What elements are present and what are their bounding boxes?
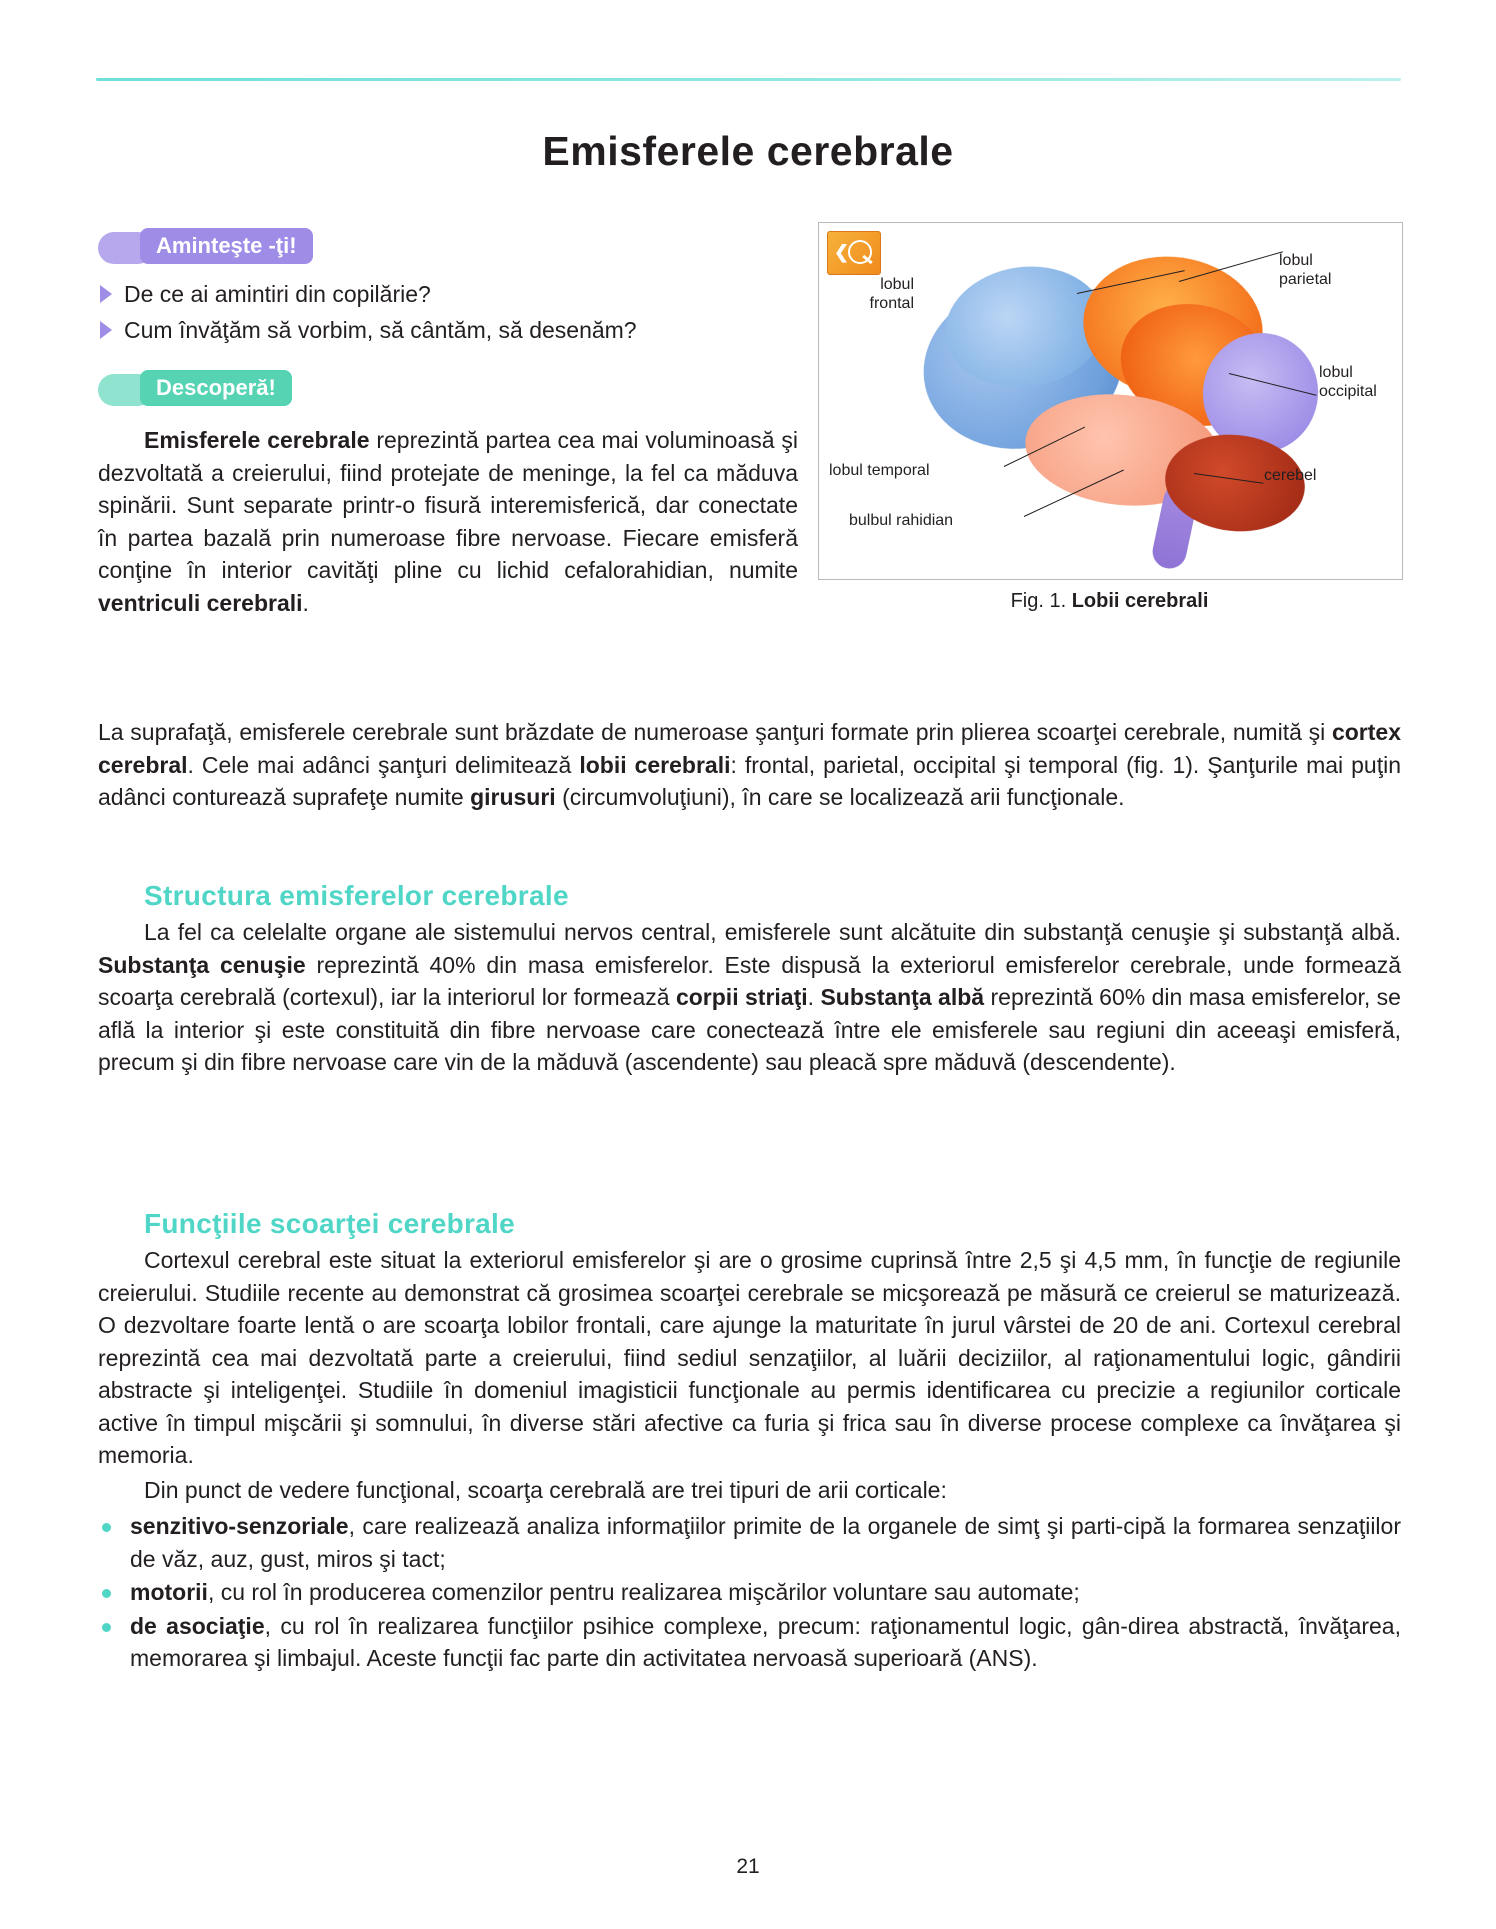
- list-item-text: , cu rol în realizarea funcţiilor psihice complexe, precum: raţionamentul logic, gân-direa abstractă, învăţarea, memorarea şi limbajul. Aceste funcţii fac parte din activitatea nervoasă superioară (ANS).: [130, 1612, 1401, 1671]
- page-title: Emisferele cerebrale: [542, 128, 954, 174]
- arrow-bullet-icon: [100, 285, 112, 303]
- list-item: [98, 1510, 1401, 1575]
- struct-b3: Substanţa albă: [820, 984, 985, 1010]
- arrow-bullet-icon: [100, 321, 112, 339]
- section-functions-heading: Funcţiile scoarţei cerebrale: [144, 1208, 516, 1239]
- discover-badge: [98, 370, 798, 412]
- left-column: [98, 228, 798, 619]
- section-structure: [98, 880, 1401, 1079]
- section-functions-paragraph-1: Cortexul cerebral este situat la exteriorul emisferelor şi are o grosime cuprinsă între 2,5 şi 4,5 mm, în funcţie de regiunile creierului. Studiile recente au demonstrat că grosimea scoarţei cerebrale se micşorează pe măsură ce creierul se maturizează. O dezvoltare foarte lentă o are scoarţa lobilor frontali, care ajunge la maturitate în jurul vârstei de 20 de ani. Cortexul cerebral reprezintă cea mai dezvoltată parte a creierului, fiind sediul senzaţiilor, al luării deciziilor, al raţionamentului logic, gândirii abstracte şi inteligenţei. Studiile în domeniul imagisticii funcţionale au permis identificarea cu precizie a regiunilor corticale active în timpul mişcării şi somnului, în diverse stări afective ca furia şi frica sau în diverse procese complexe ca învăţarea şi memoria.: [98, 1247, 1401, 1468]
- page-number: 21: [736, 1855, 760, 1878]
- intro-paragraph: [98, 424, 798, 619]
- list-item-term: motorii: [130, 1579, 208, 1605]
- remember-question-list: [98, 276, 798, 348]
- question-text: Cum învăţăm să vorbim, să cântăm, să desenăm?: [124, 317, 637, 343]
- intro-bold-2: ventriculi cerebrali: [98, 589, 303, 616]
- cortical-areas-list: [98, 1510, 1401, 1675]
- list-item-text: , care realizează analiza informaţiilor primite de la organele de simţ şi parti-cipă la formarea senzaţiilor de văz, auz, gust, miros şi tact;: [130, 1513, 1401, 1572]
- question-text: De ce ai amintiri din copilărie?: [124, 281, 431, 307]
- surface-b2: lobii cerebrali: [579, 751, 731, 778]
- list-item: [98, 1576, 1401, 1609]
- dot-bullet-icon: [102, 1589, 111, 1598]
- surface-paragraph-block: [98, 716, 1401, 814]
- figure-caption: [818, 590, 1401, 613]
- intro-text-2: .: [302, 589, 309, 616]
- list-item-term: senzitivo-senzoriale: [130, 1513, 349, 1539]
- magnifier-icon: [827, 231, 881, 275]
- list-item: [98, 312, 798, 348]
- chevron-left-icon: ❮: [834, 242, 850, 262]
- figure-label-parietal: lobul parietal: [1279, 252, 1332, 288]
- section-structure-paragraph: [98, 916, 1401, 1079]
- struct-b1: Substanţa cenuşie: [98, 951, 306, 978]
- struct-t1: La fel ca celelalte organe ale sistemului nervos central, emisferele sunt alcătuite din substanţă cenuşie şi substanţă albă.: [144, 919, 1401, 945]
- surface-b3: girusuri: [470, 784, 556, 810]
- surface-paragraph: [98, 716, 1401, 814]
- discover-label: Descoperă!: [140, 370, 292, 406]
- intro-text-1: reprezintă partea cea mai voluminoasă şi dezvoltată a creierului, fiind protejate de meninge, la fel ca măduva spinării. Sunt separate printr-o fisură interemisferică, dar conectate în partea bazală prin numeroase fibre nervoase. Fiecare emisferă conţine în interior cavităţi pline cu lichid cefalorahidian, numite: [98, 427, 798, 583]
- remember-label: Aminteşte -ţi!: [140, 228, 313, 264]
- figure-caption-title: Lobii cerebrali: [1071, 590, 1209, 612]
- struct-t3: .: [807, 984, 821, 1010]
- header-rule: [96, 78, 1401, 81]
- figure-label-occipital: lobul occipital: [1319, 364, 1377, 400]
- struct-b2: corpii striaţi: [675, 984, 808, 1010]
- brain-illustration: [915, 245, 1335, 555]
- list-item: [98, 276, 798, 312]
- figure-caption-prefix: Fig. 1.: [1010, 590, 1072, 612]
- figure-label-cerebel: cerebel: [1264, 467, 1317, 484]
- section-functions-paragraph-2: Din punct de vedere funcţional, scoarţa cerebrală are trei tipuri de arii corticale:: [144, 1476, 947, 1503]
- figure-brain-lobes: [818, 222, 1403, 580]
- dot-bullet-icon: [102, 1623, 111, 1632]
- remember-badge: [98, 228, 798, 270]
- intro-bold-lead: Emisferele cerebrale: [144, 427, 370, 453]
- surface-b1: cortex cerebral: [98, 719, 1401, 778]
- dot-bullet-icon: [102, 1523, 111, 1532]
- surface-t4: (circumvoluţiuni), în care se localizează arii funcţionale.: [555, 784, 1125, 810]
- list-item-text: , cu rol în producerea comenzilor pentru realizarea mişcărilor voluntare sau automate;: [207, 1579, 1080, 1605]
- surface-t3: : frontal, parietal, occipital şi temporal (fig. 1). Şanţurile mai puţin adânci conturează suprafeţe numite: [98, 751, 1401, 810]
- surface-t1: La suprafaţă, emisferele cerebrale sunt brăzdate de numeroase şanţuri formate prin plierea scoarţei cerebrale, numită şi: [98, 719, 1332, 745]
- figure-label-bulb: bulbul rahidian: [849, 512, 954, 529]
- figure-label-frontal: lobul frontal: [869, 276, 914, 312]
- surface-t2: . Cele mai adânci şanţuri delimitează: [187, 751, 580, 778]
- figure-label-temporal: lobul temporal: [829, 462, 930, 479]
- struct-t2: reprezintă 40% din masa emisferelor. Este dispusă la exteriorul emisferelor cerebrale, unde formează scoarţa cerebrală (cortexul), iar la interiorul lor formează: [98, 951, 1401, 1010]
- list-item: [98, 1610, 1401, 1675]
- section-functions: [98, 1208, 1401, 1676]
- struct-t4: reprezintă 60% din masa emisferelor, se află la interior şi este constituită din fibre nervoase care conectează între ele emisferele sau regiuni din aceeaşi emisferă, precum şi din fibre nervoase care vin de la măduvă (ascendente) sau pleacă spre măduvă (descendente).: [98, 984, 1401, 1075]
- section-structure-heading: Structura emisferelor cerebrale: [144, 880, 569, 911]
- list-item-term: de asociaţie: [130, 1612, 265, 1639]
